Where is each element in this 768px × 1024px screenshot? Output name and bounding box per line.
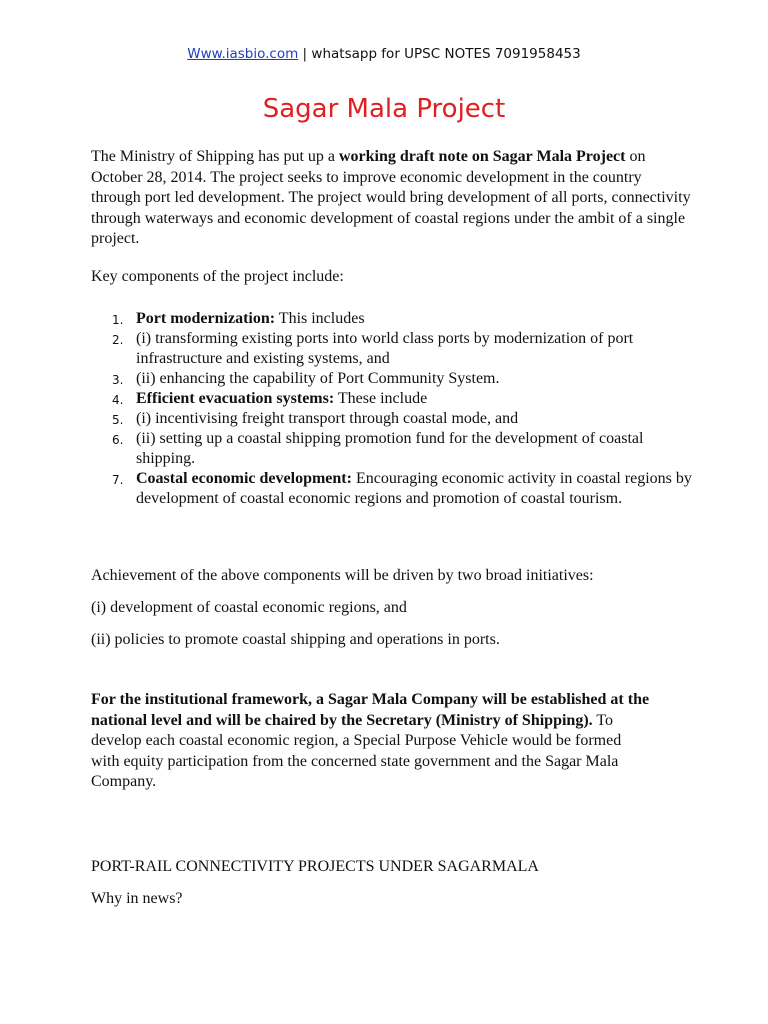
section-heading: PORT-RAIL CONNECTIVITY PROJECTS UNDER SAGARMALA [91, 858, 539, 875]
list-item [100, 469, 700, 509]
list-item-text: This includes [275, 310, 365, 327]
list-number: 2. [112, 333, 124, 347]
list-number: 3. [112, 373, 124, 387]
list-item-text: (ii) enhancing the capability of Port Community System. [136, 370, 500, 387]
framework-text: To develop each coastal economic region, a Special Purpose Vehicle would be formed with equity participation from the concerned state government and the Sagar Mala Company. [91, 711, 622, 790]
page-header [0, 46, 768, 62]
list-item [100, 409, 700, 429]
list-item-text: (i) transforming existing ports into world class ports by modernization of port infrastructure and existing systems, and [136, 330, 634, 367]
website-link[interactable]: Www.iasbio.com [187, 46, 299, 62]
list-item [100, 329, 700, 369]
list-item-text: (i) incentivising freight transport through coastal mode, and [136, 410, 519, 427]
list-item-text: (ii) setting up a coastal shipping promotion fund for the development of coastal shipping. [136, 430, 644, 467]
framework-bold: For the institutional framework, a Sagar Mala Company will be established at the national level and will be chaired by the Secretary (Ministry of Shipping). [91, 691, 650, 729]
achievement-paragraph: Achievement of the above components will be driven by two broad initiatives: [91, 567, 594, 584]
why-in-news: Why in news? [91, 890, 183, 907]
intro-paragraph [91, 147, 691, 250]
framework-paragraph [91, 690, 651, 793]
list-number: 4. [112, 393, 124, 407]
list-item-text: Encouraging economic activity in coastal regions by development of coastal economic regions and promotion of coastal tourism. [136, 470, 692, 507]
list-item [100, 369, 700, 389]
initiative-1: (i) development of coastal economic regions, and [91, 599, 407, 616]
list-item-text: These include [334, 390, 428, 407]
key-components-heading: Key components of the project include: [91, 268, 344, 285]
components-list [100, 309, 700, 509]
page-title: Sagar Mala Project [262, 94, 506, 124]
list-item-bold: Coastal economic development: [136, 470, 352, 487]
list-item-bold: Port modernization: [136, 310, 276, 327]
list-number: 6. [112, 433, 124, 447]
list-number: 5. [112, 413, 124, 427]
intro-text-1: The Ministry of Shipping has put up a [91, 148, 339, 165]
header-separator: | [298, 46, 312, 62]
list-item [100, 309, 700, 329]
initiative-2: (ii) policies to promote coastal shipping and operations in ports. [91, 631, 500, 648]
list-item-bold: Efficient evacuation systems: [136, 390, 335, 407]
list-number: 7. [112, 473, 124, 487]
intro-bold: working draft note on Sagar Mala Project [338, 148, 626, 165]
header-contact: whatsapp for UPSC NOTES 7091958453 [311, 46, 581, 62]
list-item [100, 429, 700, 469]
list-number: 1. [112, 313, 124, 327]
intro-text-2: on October 28, 2014. The project seeks to improve economic development in the country through port led development. The project would bring development of all ports, connectivity through waterways and economic development of coastal regions under the ambit of a single project. [91, 148, 691, 247]
list-item [100, 389, 700, 409]
